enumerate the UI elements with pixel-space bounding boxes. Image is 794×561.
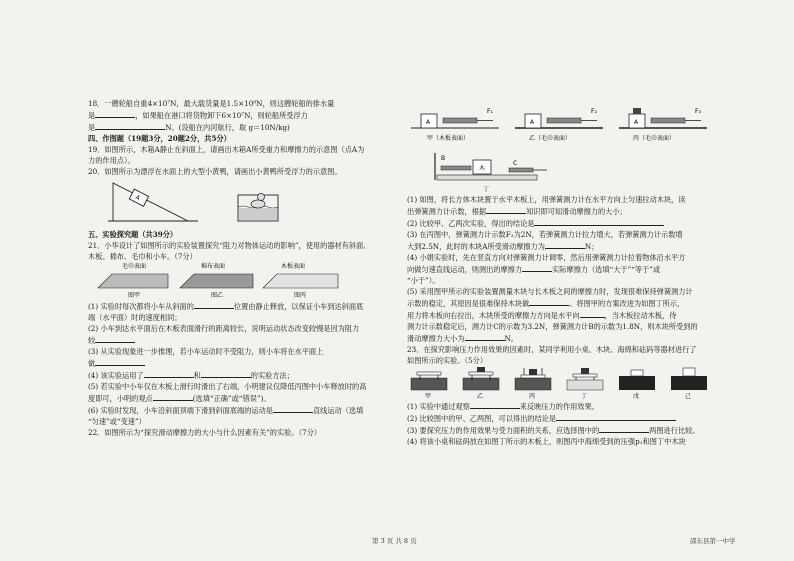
label-ji: 己 [685,393,692,400]
caption-c: 丙（毛巾表面） [633,135,676,142]
label-bing: 丙 [529,393,536,400]
duck-head [258,194,265,201]
q23-1-line: (1) 实验中通过观察 来反映压力的作用效果。 [407,402,599,411]
page-number: 第 3 页 共 8 页 [372,537,417,545]
spring-scale-c [651,118,685,123]
exp-wu [619,370,655,390]
q23-4-line: (4) 将该小桌和砝码放在如图丁所示的木板上，则图丙中海绵受到的压强p₁和图丁中木块 [407,437,686,446]
duck-body [251,200,265,208]
box-a [129,189,148,206]
answer-blank[interactable] [153,392,193,401]
q21-3-line-2: 做 [88,357,388,369]
answer-blank[interactable] [470,400,520,409]
answer-blank[interactable] [201,369,251,378]
q21-1-line-1: (1) 实验时每次都将小车从斜面的 位置由静止释放，以保证小车到达斜面底 [88,302,364,311]
surface-board [263,274,338,288]
footer-corner: 邵东县第一中学 [690,537,736,545]
q18-line-2: 是 ，如果船在港口将货物卸下6×10⁷N，则轮船所受浮力 [88,111,308,120]
svg-text:A: A [426,119,431,126]
q22-1-line-2: 出弹簧测力计示数，根据 知识即可知滑动摩擦力的大小； [407,207,627,216]
q21-line-1: 21．小华设计了如图所示的实验装置探究“阻力对物体运动的影响”，使用的器材有斜面、 [88,241,371,250]
q19-q20-figures [88,177,388,229]
svg-text:A: A [530,119,535,126]
fig-label-cotton: 棉布表面 [201,263,226,270]
caption-d: 丁 [483,186,490,193]
answer-blank[interactable] [580,309,605,318]
incline-and-duck-figure [88,177,388,229]
q22-5-line-2: 示数的稳定，其原因是很难保持木块做 。将图甲的方案改进为如图丁所示， [407,299,685,308]
q22-3-line-2: 大到2.5N，此时的木块A所受滑动摩擦力为 N； [407,242,599,251]
answer-blank[interactable] [486,205,526,214]
q22-4-line-2: 向做匀速直线运动，则测出的摩擦力 实际摩擦力（选填“大于”“等于”或 [407,265,661,274]
q21-1-line-2: 端（水平面）时的速度相同； [88,313,182,322]
q21-figures [88,262,388,300]
board-d [437,175,537,180]
svg-text:木: 木 [479,165,486,172]
q22-4-line-1: (4) 小娟实验时，先在竖直方向对弹簧测力计调零，然后用弹簧测力计拉着物体沿水平方 [407,253,686,262]
caption-a: 甲（木板表面） [427,135,470,142]
exp-bing [515,368,551,390]
answer-blank[interactable] [273,404,313,413]
right-column [407,98,737,447]
q22-5-line-3: 用力将木板向右拉出，木块所受的摩擦力方向是水平向 ，当木板拉动木板，待 [407,311,677,320]
q23-figures [407,366,737,400]
svg-text:F₂: F₂ [591,108,597,115]
q21-3-line-1: (3) 从实验现象进一步推理，若小车运动时不受阻力，则小车将在水平面上 [88,347,324,356]
q22-3-line-1: (3) 在丙图中，弹簧测力计示数F₃为2N，若弹簧测力计拉力增大，若弹簧测力计示数增 [407,230,683,239]
spring-scale-c-d [509,168,533,172]
q22-5-line-5: 滑动摩擦力大小为 N。 [407,334,518,343]
surface-towel [98,274,168,288]
svg-text:F₁: F₁ [487,108,493,115]
spring-scale-b-d [441,166,471,170]
answer-blank[interactable] [545,240,585,249]
svg-text:A: A [134,194,142,203]
weight-c [633,108,641,114]
q20-line: 20．如图所示为漂浮在水面上的大型小黄鸭，请画出小黄鸭所受浮力的示意图。 [88,167,342,176]
spring-scale-a [443,118,477,123]
q21-6-line-2: “匀速”或“变速”） [88,417,146,426]
answer-blank[interactable] [95,334,135,343]
label-jia: 甲 [425,393,432,400]
exp-ding [567,368,603,390]
q19-line-2: 力的作用点）。 [88,156,135,165]
answer-blank[interactable] [144,369,194,378]
q21-2-line-1: (2) 小车到达水平面后在木板表面滑行的距离较长，说明运动状态改变较慢是因为阻力 [88,324,360,333]
q21-4-line: (4) 该实验运用了 和 的实验方法； [88,371,294,380]
section-5-heading: 五、实验探究题（共39分） [88,230,178,239]
q21-line-2: 木板、棉布、毛巾和小车。（7分） [88,252,197,261]
answer-blank[interactable] [529,297,569,306]
q22-figures [407,98,737,194]
pressure-experiment-figure [407,366,737,400]
fig-label-towel: 毛巾表面 [122,263,147,270]
fig-name-c: 图丙 [294,292,307,299]
spring-scale-b [547,118,581,123]
q23-line-2: 如图所示的实验。（5分） [407,356,488,365]
answer-blank[interactable] [556,412,676,421]
svg-text:C: C [513,160,518,167]
surface-cotton [180,274,253,288]
q21-5-line-2: 度即可，小明的观点 (选填“正确”或“错误”)。 [88,394,271,403]
water-body [239,208,277,220]
incline-plane [113,183,188,221]
q23-line-1: 23．在探究影响压力作用效果的因素时，某同学利用小桌、木块、海绵和砝码等器材进行了 [407,345,697,354]
q22-intro: 22．如图所示为“探究滑动摩擦力的大小与什么因素有关”的实验。（7分） [88,428,322,437]
answer-blank[interactable] [95,109,135,118]
answer-blank[interactable] [95,357,145,366]
label-wu: 戊 [633,393,640,400]
q21-5-line-1: (5) 若实验中小车仅在木板上滑行时滑出了右端，小明建议仅降低丙图中小车释放时的高 [88,382,367,391]
label-yi: 乙 [477,393,484,400]
answer-blank[interactable] [194,300,234,309]
answer-blank[interactable] [95,121,165,130]
answer-blank[interactable] [465,332,505,341]
label-ding: 丁 [581,393,588,400]
svg-text:F₃: F₃ [695,108,701,115]
q22-1-line-1: (1) 如图，将长方体木块置于水平木板上，用弹簧测力计在水平方向上匀速拉动木块，读 [407,195,686,204]
q22-5-line-4: 测力计示数稳定后，测力计C的示数为3.2N，弹簧测力计B的示数为1.8N，则木块所受到的 [407,322,698,331]
q18-line-3: 是 N。(设船在内河航行，取 g＝10N/kg) [88,123,290,132]
q22-2-line: (2) 比较甲、乙两次实验，得出的结论是 [407,217,737,229]
section-4-heading: 四、作图题（19题3分，20题2分，共5分） [88,134,231,143]
q21-2-line-2: 较 [88,334,388,346]
q18-line-1: 18．一艘轮船自重4×10⁷N，最大载货量是1.5×10⁸N，则这艘轮船的排水量 [88,99,335,108]
left-column [88,98,388,438]
friction-setup-figure [407,98,737,194]
answer-blank[interactable] [599,424,649,433]
exp-yi [463,367,499,390]
answer-blank[interactable] [534,217,664,226]
ramp-surface-figure [88,262,388,300]
fig-name-b: 图乙 [211,292,224,299]
q22-5-line-1: (5) 采用图甲所示的实验装置测量木块与长木板之间的摩擦力时，发现很难保持弹簧测力计 [407,287,693,296]
fig-name-a: 图甲 [128,292,141,299]
answer-blank[interactable] [522,263,552,272]
q21-6-line-1: (6) 实验时发现，小车沿斜面顶端下滑到斜面底端的运动是 直线运动（选填 [88,406,364,415]
q23-3-line: (3) 要探究压力的作用效果与受力面积的关系，应选择图中的 两图进行比较。 [407,426,700,435]
svg-text:B: B [441,155,446,162]
svg-text:A: A [634,119,639,126]
q19-line-1: 19．如图所示，木箱A静止在斜面上，请画出木箱A所受重力和摩擦力的示意图（点A为 [88,145,365,154]
caption-b: 乙（毛巾表面） [529,135,572,142]
exp-ji [671,368,707,390]
fig-label-board: 木板表面 [281,263,306,270]
exp-jia [411,372,447,390]
q22-4-line-3: “小于”）。 [407,276,440,285]
q23-2-line: (2) 比较图中的甲、乙两图，可以得出的结论是 [407,412,737,424]
